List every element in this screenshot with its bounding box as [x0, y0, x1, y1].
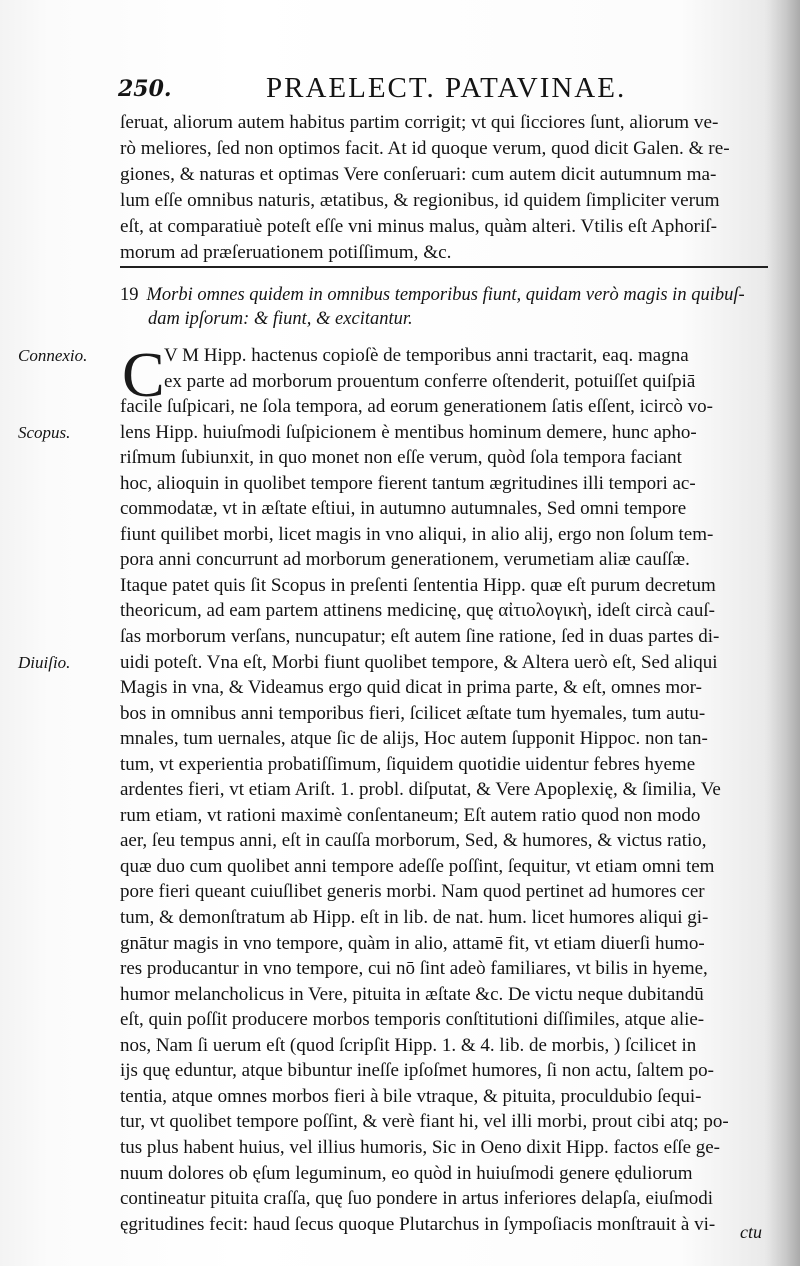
- text-line: ſeruat, aliorum autem habitus partim corrigit; vt qui ſicciores ſunt, aliorum ve-: [120, 112, 719, 133]
- aphorism-text: dam ipſorum: & fiunt, & excitantur.: [148, 309, 413, 329]
- text-line: res producantur in vno tempore, cui nō ſint adeò familiares, vt bilis in hyeme,: [120, 958, 708, 980]
- text-line: Itaque patet quis ſit Scopus in preſenti ſententia Hipp. quæ eſt purum decretum: [120, 574, 716, 596]
- aphorism-number: 19: [120, 285, 139, 305]
- text-line: fiunt quilibet morbi, licet magis in vno aliqui, in alio alij, ergo non ſolum tem-: [120, 523, 714, 545]
- page-edge-shadow: [764, 0, 800, 1266]
- text-line: morum ad præſeruationem potiſſimum, &c.: [120, 242, 452, 264]
- text-line: lens Hipp. huiuſmodi ſuſpicionem è mentibus hominum demere, hunc apho-: [120, 421, 697, 443]
- text-line: giones, & naturas et optimas Vere conſeruari: cum autem dicit autumnum ma-: [120, 164, 717, 186]
- text-line: ardentes fieri, vt etiam Ariſt. 1. probl. diſputat, & Vere Apoplexię, & ſimilia, Ve: [120, 779, 721, 801]
- drop-cap: C: [122, 339, 165, 410]
- text-line: aer, ſeu tempus anni, eſt in cauſſa morborum, Sed, & humores, & victus ratio,: [120, 830, 707, 852]
- text-line: rò meliores, ſed non optimos facit. At id quoque verum, quod dicit Galen. & re-: [120, 138, 730, 160]
- text-line: ſas morborum verſans, nuncupatur; eſt autem ſine ratione, ſed in duas partes di-: [120, 626, 720, 648]
- text-line: contineatur pituita craſſa, quę ſuo pondere in artus inferiores delapſa, eiuſmodi: [120, 1188, 714, 1210]
- text-line: mnales, tum uernales, atque ſic de alijs, Hoc autem ſupponit Hippoc. non tan-: [120, 728, 708, 750]
- page-header: [118, 72, 768, 108]
- text-line: ijs quę eduntur, atque bibuntur ineſſe ipſoſmet humores, ſi non actu, ſaltem po-: [120, 1060, 714, 1082]
- text-line: quæ duo cum quolibet anni tempore adeſſe poſſint, ſequitur, vt etiam omni tem: [120, 855, 715, 877]
- text-line: tum, vt experientia probatiſſimum, ſiquidem quotidie uidentur febres hyeme: [120, 753, 696, 775]
- page-number: 250.: [118, 76, 172, 102]
- aphorism-block: [120, 283, 780, 331]
- text-line: bos in omnibus anni temporibus fieri, ſcilicet æſtate tum hyemales, tum autu-: [120, 702, 706, 724]
- text-line: pora anni concurrunt ad morborum generationem, verumetiam aliæ cauſſæ.: [120, 549, 690, 571]
- text-line: facile ſuſpicari, ne ſola tempora, ad eorum generationem ſatis eſſent, icircò vo-: [120, 396, 713, 418]
- text-line: ex parte ad morborum prouentum conferre oſtenderit, potuiſſet quiſpiā: [164, 370, 696, 392]
- text-line: eſt, quin poſſit producere morbos temporis conſtitutioni diſſimiles, atque alie-: [120, 1009, 705, 1031]
- aphorism-line: [120, 283, 780, 307]
- text-line: pore fieri queant cuiuſlibet generis morbi. Nam quod pertinet ad humores cer: [120, 881, 705, 903]
- text-line: tum, & demonſtratum ab Hipp. eſt in lib. de nat. hum. licet humores aliqui gi-: [120, 907, 709, 929]
- text-line: tus plus habent huius, vel illius humoris, Sic in Oeno dixit Hipp. factos eſſe ge-: [120, 1136, 721, 1158]
- text-line: Magis in vna, & Videamus ergo quid dicat in prima parte, & eſt, omnes mor-: [120, 677, 702, 699]
- text-line: uidi poteſt. Vna eſt, Morbi fiunt quolibet tempore, & Altera uerò eſt, Sed aliqui: [120, 651, 718, 673]
- section-divider: [120, 266, 768, 268]
- text-line: nuum dolores ob ęſum leguminum, eo quòd in huiuſmodi genere ęduliorum: [120, 1162, 693, 1184]
- commentary-body: [120, 339, 770, 1237]
- text-line: tur, vt quolibet tempore poſſint, & verè fiant hi, vel illi morbi, prout cibi atq; po-: [120, 1111, 729, 1133]
- running-head: PRAELECT. PATAVINAE.: [266, 72, 627, 104]
- text-line: V M Hipp. hactenus copioſè de temporibus anni tractarit, eaq. magna: [164, 345, 689, 366]
- text-line: eſt, at comparatiuè poteſt eſſe vni minus malus, quàm alteri. Vtilis eſt Aphoriſ-: [120, 216, 717, 238]
- text-line: hoc, alioquin in quolibet tempore fierent tantum ægritudines illi tempori ac-: [120, 472, 696, 494]
- margin-note-scopus: Scopus.: [18, 423, 71, 442]
- catchword: ctu: [740, 1222, 762, 1242]
- text-line: lum eſſe omnibus naturis, ætatibus, & regionibus, id quidem ſimpliciter verum: [120, 190, 720, 212]
- text-line: theoricum, ad eam partem attinens medicinę, quę αἰτιολογικὴ, ideſt circà cauſ-: [120, 600, 715, 622]
- text-line: riſmum ſubiunxit, in quo monet non eſſe verum, quòd ſola tempora faciant: [120, 447, 682, 469]
- text-line: humor melancholicus in Vere, pituita in æſtate &c. De victu neque dubitandū: [120, 983, 704, 1005]
- aphorism-text: Morbi omnes quidem in omnibus temporibus fiunt, quidam verò magis in quibuſ-: [146, 285, 745, 305]
- margin-note-diuisio: Diuiſio.: [18, 653, 71, 672]
- text-line: commodatæ, vt in æſtate eſtiui, in autumno autumnales, Sed omni tempore: [120, 498, 687, 520]
- text-line: rum etiam, vt rationi maximè conſentaneum; Eſt autem ratio quod non modo: [120, 804, 701, 826]
- text-line: tentia, atque omnes morbos fieri à bile vtraque, & pituita, proculdubio ſequi-: [120, 1085, 702, 1107]
- margin-note-connexio: Connexio.: [18, 346, 88, 365]
- text-line: gnātur magis in vno tempore, quàm in alio, attamē fit, vt etiam diuerſi humo-: [120, 932, 705, 954]
- preceding-commentary: [120, 110, 768, 267]
- text-line: ęgritudines fecit: haud ſecus quoque Plutarchus in ſympoſiacis monſtrauit à vi-: [120, 1213, 716, 1235]
- text-line: nos, Nam ſi uerum eſt (quod ſcripſit Hipp. 1. & 4. lib. de morbis, ) ſcilicet in: [120, 1034, 697, 1056]
